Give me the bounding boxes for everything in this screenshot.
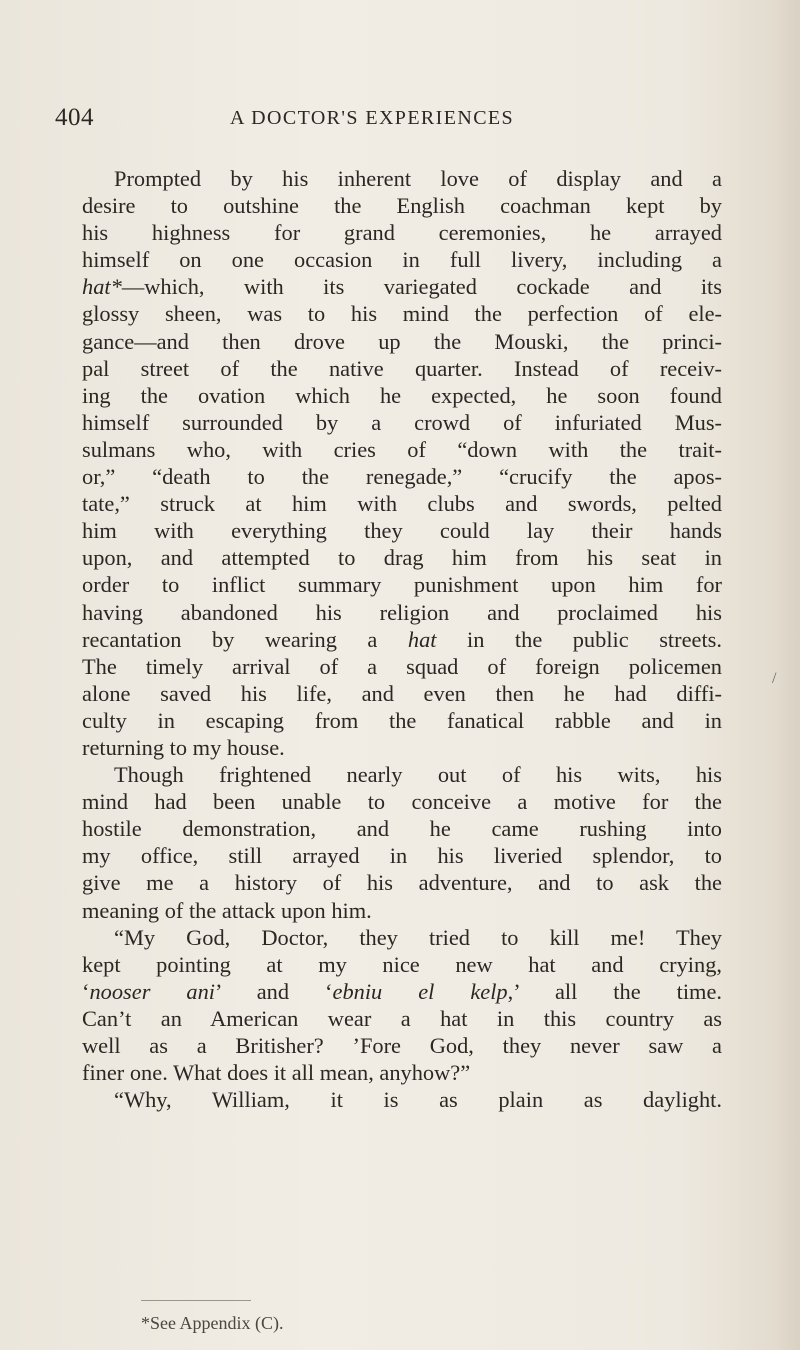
text-line: returning to my house. — [82, 734, 285, 760]
text-line: having abandoned his religion and proclaimed his — [82, 599, 722, 625]
text-line: ‘nooser ani’ and ‘ebniu el kelp,’ all the time. — [82, 978, 722, 1004]
running-head: A DOCTOR'S EXPERIENCES — [230, 107, 515, 129]
text-line: his highness for grand ceremonies, he arrayed — [82, 220, 722, 246]
text-line: meaning of the attack upon him. — [82, 897, 372, 923]
text-line: finer one. What does it all mean, anyhow?” — [82, 1060, 471, 1086]
footnote: *See Appendix (C). — [141, 1313, 284, 1333]
text-line: “My God, Doctor, they tried to kill me! They — [114, 924, 722, 950]
text-line: mind had been unable to conceive a motive for the — [82, 789, 722, 815]
text-line: desire to outshine the English coachman kept by — [82, 193, 722, 219]
text-line: ing the ovation which he expected, he soon found — [82, 382, 722, 408]
margin-mark: / — [772, 670, 777, 687]
text-line: or,” “death to the renegade,” “crucify the apos- — [82, 464, 722, 490]
text-line: upon, and attempted to drag him from his seat in — [82, 545, 722, 571]
text-line: gance—and then drove up the Mouski, the princi- — [82, 328, 722, 354]
text-line: Can’t an American wear a hat in this country as — [82, 1005, 722, 1031]
text-line: Though frightened nearly out of his wits, his — [114, 762, 722, 788]
text-line: glossy sheen, was to his mind the perfection of ele- — [82, 301, 722, 327]
text-line: well as a Britisher? ’Fore God, they never saw a — [82, 1033, 722, 1058]
text-line-hat — [82, 273, 722, 300]
text-line: tate,” struck at him with clubs and swords, pelted — [82, 491, 722, 517]
text-line: recantation by wearing a hat in the public streets. — [82, 626, 722, 652]
emphasis-hat: hat* — [82, 274, 122, 300]
text-line: himself on one occasion in full livery, including a — [82, 247, 722, 273]
text-line: alone saved his life, and even then he had diffi- — [82, 680, 722, 706]
text-line: hostile demonstration, and he came rushing into — [82, 816, 722, 842]
body-text — [82, 165, 722, 1113]
page-header — [55, 104, 755, 144]
text-line: pal street of the native quarter. Instead of receiv- — [82, 355, 722, 381]
text-line: him with everything they could lay their hands — [82, 518, 722, 544]
text-line-rest: —which, with its variegated cockade and its — [121, 274, 722, 300]
text-line: The timely arrival of a squad of foreign policemen — [82, 653, 722, 679]
text-line: kept pointing at my nice new hat and crying, — [82, 951, 722, 977]
text-line: sulmans who, with cries of “down with the trait- — [82, 436, 722, 462]
text-line: my office, still arrayed in his liveried splendor, to — [82, 843, 722, 869]
text-line: “Why, William, it is as plain as daylight. — [114, 1087, 722, 1113]
footnote-rule — [141, 1300, 251, 1301]
text-line: himself surrounded by a crowd of infuriated Mus- — [82, 409, 722, 435]
text-line: give me a history of his adventure, and to ask the — [82, 870, 722, 896]
text-line: Prompted by his inherent love of display and a — [114, 166, 722, 191]
text-line: order to inflict summary punishment upon him for — [82, 572, 722, 598]
text-line: culty in escaping from the fanatical rabble and in — [82, 707, 722, 733]
page-number: 404 — [55, 104, 94, 131]
